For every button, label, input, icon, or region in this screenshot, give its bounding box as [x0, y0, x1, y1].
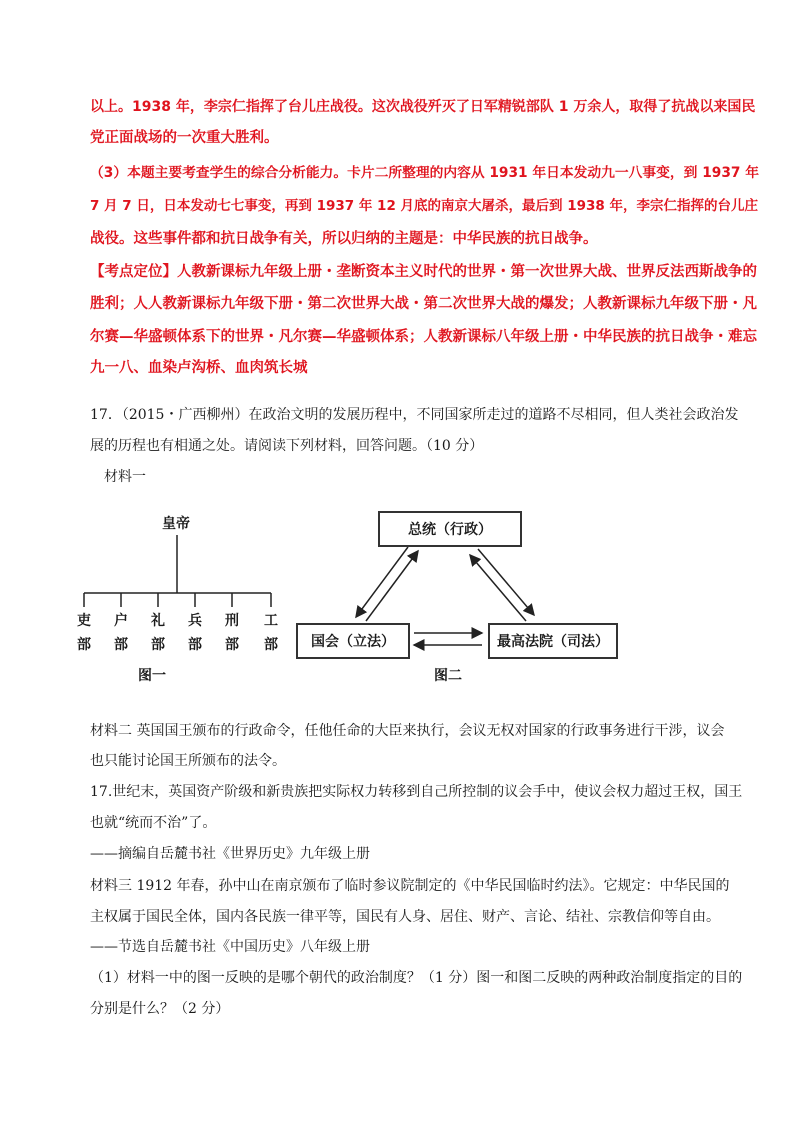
material2-text: 材料二 英国国王颁布的行政命令，任他任命的大臣来执行，会议无权对国家的行政事务进行干涉，议会 — [90, 723, 725, 739]
ministry-label: 刑 部 — [225, 613, 239, 653]
material3-text: 主权属于国民全体，国内各民族一律平等，国民有人身、居住、财产、言论、结社、宗教信仰等自由。 — [90, 909, 720, 925]
tree-lines — [60, 505, 310, 695]
ministry-label: 吏 部 — [77, 613, 91, 653]
ministry-label: 兵 部 — [188, 613, 202, 653]
question-text: 17．（2015・广西柳州）在政治文明的发展历程中，不同国家所走过的道路不尽相同，但人类社会政治发 — [90, 407, 739, 423]
emperor-label: 皇帝 — [162, 516, 190, 532]
material3-text: 材料三 1912 年春，孙中山在南京颁布了临时参议院制定的《中华民国临时约法》。它规定：中华民国的 — [90, 878, 730, 894]
answer-line: 九一八、血染卢沟桥、血肉筑长城 — [90, 360, 308, 376]
material2-text: 也就“统而不治”了。 — [90, 815, 217, 831]
answer-line: 胜利；人人教新课标九年级下册・第二次世界大战・第二次世界大战的爆发；人教新课标九年级下册・凡 — [90, 296, 757, 312]
figure2-caption: 图二 — [434, 668, 462, 684]
answer-line: 尔赛—华盛顿体系下的世界・凡尔赛—华盛顿体系；人教新课标八年级上册・中华民族的抗日战争・难忘 — [90, 329, 757, 345]
material2-text: 17.世纪末，英国资产阶级和新贵族把实际权力转移到自己所控制的议会手中，使议会权力超过王权，国王 — [90, 784, 743, 800]
diagram-separation-of-powers — [290, 505, 630, 695]
answer-line: 以上。1938 年，李宗仁指挥了台儿庄战役。这次战役歼灭了日军精锐部队 1 万余人，取得了抗战以来国民 — [90, 99, 756, 115]
subquestion-text: （1）材料一中的图一反映的是哪个朝代的政治制度？（1 分）图一和图二反映的两种政治制度指定的目的 — [90, 970, 743, 986]
question-text: 展的历程也有相通之处。请阅读下列材料，回答问题。（10 分） — [90, 438, 484, 454]
answer-line: 7 月 7 日，日本发动七七事变，再到 1937 年 12 月底的南京大屠杀，最后到 1938 年，李宗仁指挥的台儿庄 — [90, 198, 759, 214]
answer-line: 党正面战场的一次重大胜利。 — [90, 130, 279, 146]
diagram-emperor — [60, 505, 310, 695]
answer-line: 【考点定位】人教新课标九年级上册・垄断资本主义时代的世界・第一次世界大战、世界反法西斯战争的 — [90, 264, 757, 280]
material2-source: ——摘编自岳麓书社《世界历史》九年级上册 — [90, 846, 370, 862]
material1-label: 材料一 — [104, 469, 146, 485]
ministry-label: 户 部 — [114, 613, 128, 653]
court-box: 最高法院（司法） — [488, 623, 618, 659]
president-box: 总统（行政） — [378, 511, 522, 547]
figure1-caption: 图一 — [138, 668, 166, 684]
congress-box: 国会（立法） — [296, 623, 410, 659]
subquestion-text: 分别是什么？（2 分） — [90, 1001, 230, 1017]
material3-source: ——节选自岳麓书社《中国历史》八年级上册 — [90, 939, 370, 955]
answer-line: （3）本题主要考查学生的综合分析能力。卡片二所整理的内容从 1931 年日本发动九一八事变，到 1937 年 — [90, 165, 760, 181]
answer-line: 战役。这些事件都和抗日战争有关，所以归纳的主题是：中华民族的抗日战争。 — [90, 231, 598, 247]
ministry-label: 工 部 — [264, 613, 278, 653]
material2-text: 也只能讨论国王所颁布的法令。 — [90, 753, 286, 769]
ministry-label: 礼 部 — [151, 613, 165, 653]
